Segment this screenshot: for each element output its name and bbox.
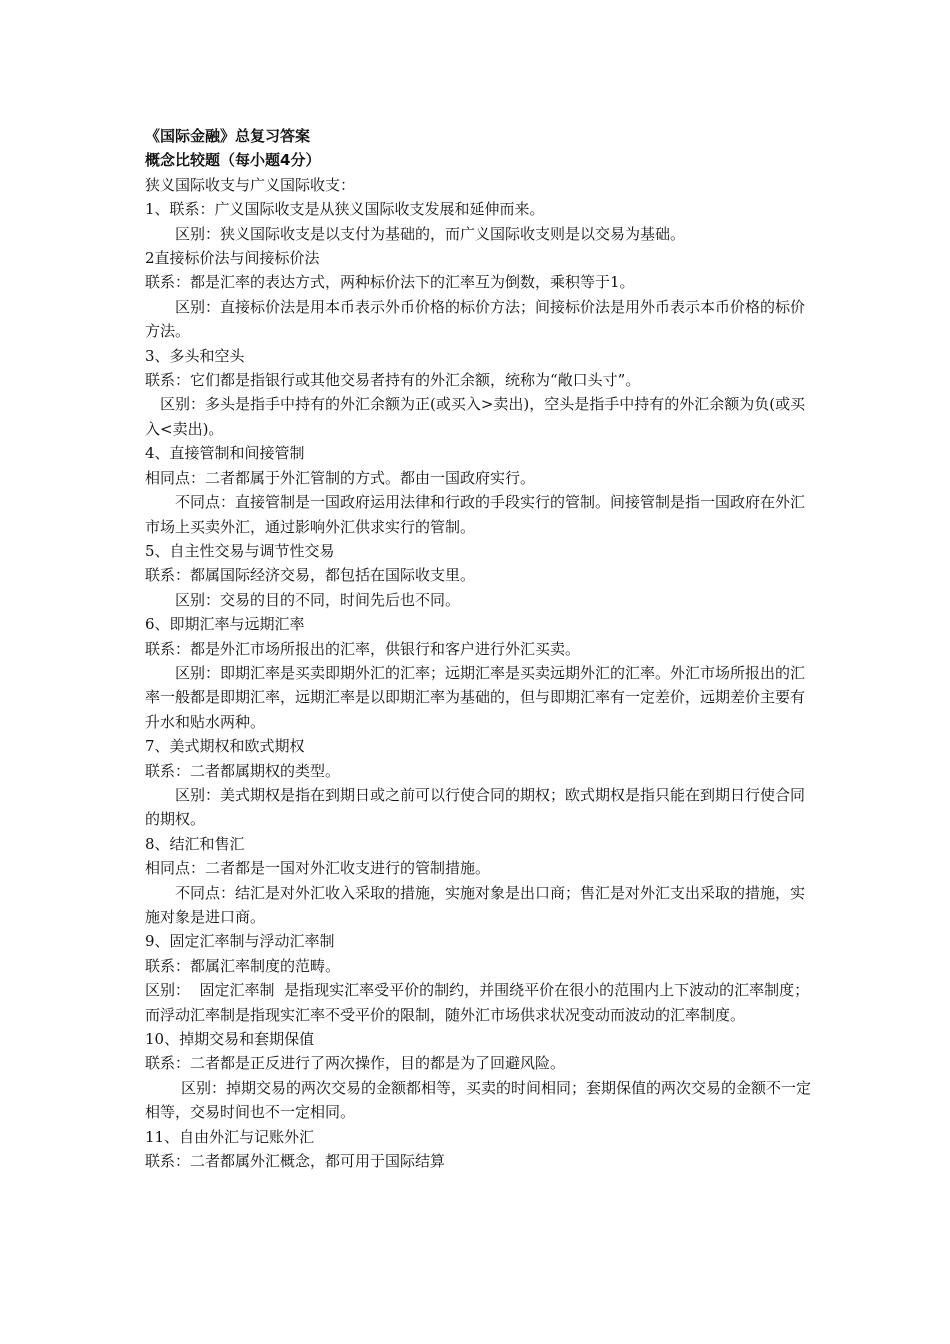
paragraph: 1、联系：广义国际收支是从狭义国际收支发展和延伸而来。 bbox=[145, 200, 545, 219]
paragraph: 狭义国际收支与广义国际收支： bbox=[145, 175, 356, 194]
document-title: 《国际金融》总复习答案 bbox=[145, 127, 311, 145]
paragraph: 联系：都是汇率的表达方式，两种标价法下的汇率互为倒数，乘积等于1。 bbox=[145, 273, 635, 292]
paragraph: 10、掉期交易和套期保值 bbox=[145, 1030, 315, 1049]
paragraph: 区别：交易的目的不同，时间先后也不同。 bbox=[175, 590, 461, 609]
paragraph: 相同点：二者都是一国对外汇收支进行的管制措施。 bbox=[145, 859, 491, 878]
paragraph: 区别：美式期权是指在到期日或之前可以行使合同的期权；欧式期权是指只能在到期日行使合同的期权。 bbox=[145, 785, 806, 829]
paragraph: 区别： 固定汇率制 是指现实汇率受平价的制约，并围绕平价在很小的范围内上下波动的汇率制度；而浮动汇率制是指现实汇率不受平价的限制，随外汇市场供求状况变动而波动的汇率制度。 bbox=[145, 981, 810, 1024]
paragraph: 11、自由外汇与记账外汇 bbox=[145, 1127, 315, 1146]
paragraph: 9、固定汇率制与浮动汇率制 bbox=[145, 932, 335, 951]
paragraph: 联系：都属国际经济交易，都包括在国际收支里。 bbox=[145, 566, 476, 585]
paragraph: 8、结汇和售汇 bbox=[145, 834, 245, 853]
paragraph: 6、即期汇率与远期汇率 bbox=[145, 615, 305, 634]
paragraph: 联系：二者都属期权的类型。 bbox=[145, 761, 341, 780]
paragraph: 区别：掉期交易的两次交易的金额都相等，买卖的时间相同；套期保值的两次交易的金额不一定相等，交易时间也不一定相同。 bbox=[145, 1078, 812, 1122]
paragraph: 区别：直接标价法是用本币表示外币价格的标价方法；间接标价法是用外币表示本币价格的标价方法。 bbox=[145, 297, 806, 341]
document-page bbox=[145, 124, 811, 1173]
paragraph: 5、自主性交易与调节性交易 bbox=[145, 541, 335, 560]
paragraph: 4、直接管制和间接管制 bbox=[145, 444, 305, 463]
paragraph: 联系：二者都属外汇概念，都可用于国际结算 bbox=[145, 1152, 446, 1171]
paragraph: 区别：多头是指手中持有的外汇余额为正(或买入>卖出)，空头是指手中持有的外汇余额为负(或买入<卖出)。 bbox=[145, 395, 806, 438]
paragraph: 不同点：结汇是对外汇收入采取的措施，实施对象是出口商；售汇是对外汇支出采取的措施，实施对象是进口商。 bbox=[145, 883, 806, 926]
paragraph: 联系：它们都是指银行或其他交易者持有的外汇余额，统称为“敞口头寸”。 bbox=[145, 371, 641, 390]
paragraph: 2直接标价法与间接标价法 bbox=[145, 249, 320, 268]
paragraph: 区别：即期汇率是买卖即期外汇的汇率；远期汇率是买卖远期外汇的汇率。外汇市场所报出的汇率一般都是即期汇率，远期汇率是以即期汇率为基础的，但与即期汇率有一定差价，远期差价主要有升水和贴水两种。 bbox=[145, 663, 806, 731]
paragraph: 7、美式期权和欧式期权 bbox=[145, 737, 305, 756]
paragraph: 联系：都属汇率制度的范畴。 bbox=[145, 956, 341, 975]
paragraph: 相同点：二者都属于外汇管制的方式。都由一国政府实行。 bbox=[145, 468, 536, 487]
paragraph: 不同点：直接管制是一国政府运用法律和行政的手段实行的管制。间接管制是指一国政府在外汇市场上买卖外汇，通过影响外汇供求实行的管制。 bbox=[145, 493, 806, 536]
paragraph: 3、多头和空头 bbox=[145, 346, 245, 365]
paragraph: 联系：二者都是正反进行了两次操作，目的都是为了回避风险。 bbox=[145, 1054, 566, 1073]
paragraph: 区别：狭义国际收支是以支付为基础的，而广义国际收支则是以交易为基础。 bbox=[175, 224, 686, 243]
document-body bbox=[145, 173, 811, 1174]
paragraph: 联系：都是外汇市场所报出的汇率，供银行和客户进行外汇买卖。 bbox=[145, 639, 581, 658]
section-heading: 概念比较题（每小题4分） bbox=[145, 151, 321, 170]
